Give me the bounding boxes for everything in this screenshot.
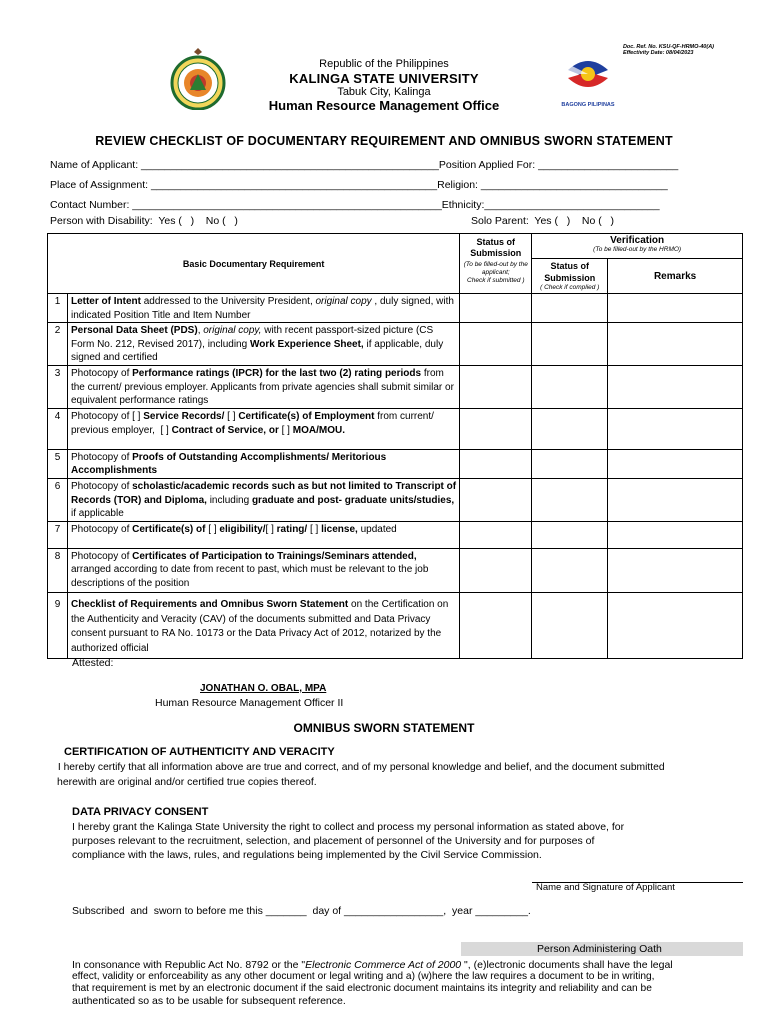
- table-row: [48, 548, 743, 592]
- requirement-text: Photocopy of Performance ratings (IPCR) for the last two (2) rating periods from the current/ previous employer. Applicants from private agencies shall submit similar or equivalent performance ratings: [67, 365, 459, 408]
- ec-text-2: effect, validity or enforceability as any other document or legal writing and a) (w)here the law requires a document to be in writing,: [72, 971, 655, 982]
- requirement-text: Personal Data Sheet (PDS), original copy, with recent passport-sized picture (CS Form No. 212, Revised 2017), including Work Experience Sheet, if applicable, duly signed and certified: [67, 323, 459, 366]
- verification-header: Verification (To be filled-out by the HRMO): [532, 234, 743, 259]
- attested-label: Attested:: [72, 657, 114, 669]
- oath-label: Person Administering Oath: [537, 943, 662, 955]
- hrmo-status-checkbox[interactable]: [532, 408, 608, 449]
- table-row: [48, 323, 743, 366]
- cav-title: CERTIFICATION OF AUTHENTICITY AND VERACITY: [64, 746, 335, 758]
- pwd-field[interactable]: Person with Disability: Yes ( ) No ( ): [50, 215, 238, 227]
- table-row: [48, 592, 743, 658]
- row-number: 9: [48, 592, 68, 658]
- row-number: 8: [48, 548, 68, 592]
- row-number: 4: [48, 408, 68, 449]
- hrmo-status-checkbox[interactable]: [532, 478, 608, 521]
- republic-line: Republic of the Philippines: [319, 58, 449, 70]
- ec-text-1: In consonance with Republic Act No. 8792 or the "Electronic Commerce Act of 2000 ", (e)lectronic documents shall have the legal: [72, 959, 673, 971]
- effectivity-date: Effectivity Date: 08/04/2023: [622, 50, 694, 56]
- city-line: Tabuk City, Kalinga: [337, 86, 431, 98]
- status-header: Status of Submission (To be filled-out by the applicant; Check if submitted ): [460, 234, 532, 294]
- signature-label: Name and Signature of Applicant: [536, 882, 675, 893]
- status-checkbox[interactable]: [460, 478, 532, 521]
- requirement-text: Photocopy of Certificates of Participation to Trainings/Seminars attended, arranged according to date from recent to past, which must be relevant to the job descriptions of the position: [67, 548, 459, 592]
- remarks-header: Remarks: [608, 259, 743, 294]
- remarks-cell[interactable]: [608, 478, 743, 521]
- dpc-text-3: compliance with the laws, rules, and regulations being implemented by the Civil Service Commission.: [72, 849, 542, 861]
- status-checkbox[interactable]: [460, 521, 532, 548]
- cav-text-1: I hereby certify that all information above are true and correct, and of my personal knowledge and belief, and the document submitted: [55, 762, 665, 773]
- requirement-text: Photocopy of scholastic/academic records such as but not limited to Transcript of Records (TOR) and Diploma, including graduate and post- graduate units/studies, if applicable: [67, 478, 459, 521]
- solo-parent-field[interactable]: Solo Parent: Yes ( ) No ( ): [471, 215, 614, 227]
- row-number: 6: [48, 478, 68, 521]
- place-assignment-field[interactable]: Place of Assignment: _________________________________________________Religion: ________________________________: [50, 179, 668, 191]
- doc-ref: [623, 44, 714, 56]
- row-number: 1: [48, 294, 68, 323]
- status-checkbox[interactable]: [460, 323, 532, 366]
- requirement-text: Letter of Intent addressed to the University President, original copy , duly signed, with indicated Position Title and Item Number: [67, 294, 459, 323]
- dpc-title: DATA PRIVACY CONSENT: [72, 806, 209, 818]
- status-checkbox[interactable]: [460, 365, 532, 408]
- table-row: [48, 449, 743, 478]
- table-row: [48, 478, 743, 521]
- requirement-text: Photocopy of Proofs of Outstanding Accomplishments/ Meritorious Accomplishments: [67, 449, 459, 478]
- hrmo-status-checkbox[interactable]: [532, 294, 608, 323]
- status2-header: Status of Submission ( Check if complied ): [532, 259, 608, 294]
- table-row: [48, 408, 743, 449]
- dpc-text-2: purposes relevant to the recruitment, selection, and placement of personnel of the University and for purposes of: [72, 835, 595, 847]
- requirements-table: [47, 233, 743, 659]
- office-name: Human Resource Management Office: [268, 98, 500, 113]
- table-row: [48, 365, 743, 408]
- row-number: 7: [48, 521, 68, 548]
- hrmo-status-checkbox[interactable]: [532, 449, 608, 478]
- ec-text-4: authenticated so as to be usable for subsequent reference.: [72, 995, 346, 1007]
- page-title: REVIEW CHECKLIST OF DOCUMENTARY REQUIREMENT AND OMNIBUS SWORN STATEMENT: [95, 134, 673, 148]
- status-checkbox[interactable]: [460, 592, 532, 658]
- remarks-cell[interactable]: [608, 548, 743, 592]
- remarks-cell[interactable]: [608, 592, 743, 658]
- hrmo-status-checkbox[interactable]: [532, 592, 608, 658]
- header: [0, 58, 768, 114]
- status-checkbox[interactable]: [460, 548, 532, 592]
- omnibus-title: OMNIBUS SWORN STATEMENT: [293, 721, 475, 735]
- remarks-cell[interactable]: [608, 294, 743, 323]
- hrmo-status-checkbox[interactable]: [532, 365, 608, 408]
- attested-position: Human Resource Management Officer II: [155, 697, 344, 709]
- hrmo-status-checkbox[interactable]: [532, 521, 608, 548]
- row-number: 5: [48, 449, 68, 478]
- university-name: KALINGA STATE UNIVERSITY: [289, 71, 479, 86]
- status-checkbox[interactable]: [460, 408, 532, 449]
- contact-number-field[interactable]: Contact Number: _____________________________________________________Ethnicity:______________________________: [50, 199, 660, 211]
- attested-name: JONATHAN O. OBAL, MPA: [200, 683, 327, 694]
- cav-text-2: herewith are original and/or certified true copies thereof.: [57, 776, 317, 788]
- status-checkbox[interactable]: [460, 294, 532, 323]
- table-row: [48, 294, 743, 323]
- hrmo-status-checkbox[interactable]: [532, 323, 608, 366]
- remarks-cell[interactable]: [608, 323, 743, 366]
- remarks-cell[interactable]: [608, 408, 743, 449]
- remarks-cell[interactable]: [608, 521, 743, 548]
- dpc-text-1: I hereby grant the Kalinga State University the right to collect and process my personal information as stated above, for: [72, 821, 625, 833]
- requirement-text: Photocopy of [ ] Service Records/ [ ] Certificate(s) of Employment from current/ previous employer, [ ] Contract of Service, or [ ] MOA/MOU.: [67, 408, 459, 449]
- bagong-pilipinas-text: BAGONG PILIPINAS: [561, 102, 615, 108]
- requirement-header: Basic Documentary Requirement: [48, 234, 460, 294]
- requirement-text: Checklist of Requirements and Omnibus Sworn Statement on the Certification on the Authenticity and Veracity (CAV) of the documents submitted and Data Privacy consent pursuant to RA No. 10173 or the Data Privacy Act of 2012, notarized by the authorized official: [67, 592, 459, 658]
- doc-ref-number: Doc. Ref. No. KSU-QF-HRMO-40(A): [622, 44, 714, 50]
- ec-text-3: that requirement is met by an electronic document if the said electronic document maintains its integrity and reliability and can be: [72, 983, 652, 994]
- name-applicant-field[interactable]: Name of Applicant: ___________________________________________________Position Applied For: ________________________: [50, 159, 679, 171]
- requirement-text: Photocopy of Certificate(s) of [ ] eligibility/[ ] rating/ [ ] license, updated: [67, 521, 459, 548]
- table-row: [48, 521, 743, 548]
- status-checkbox[interactable]: [460, 449, 532, 478]
- remarks-cell[interactable]: [608, 449, 743, 478]
- remarks-cell[interactable]: [608, 365, 743, 408]
- row-number: 2: [48, 323, 68, 366]
- hrmo-status-checkbox[interactable]: [532, 548, 608, 592]
- sworn-line[interactable]: Subscribed and sworn to before me this _______ day of _________________, year _________.: [72, 905, 531, 917]
- row-number: 3: [48, 365, 68, 408]
